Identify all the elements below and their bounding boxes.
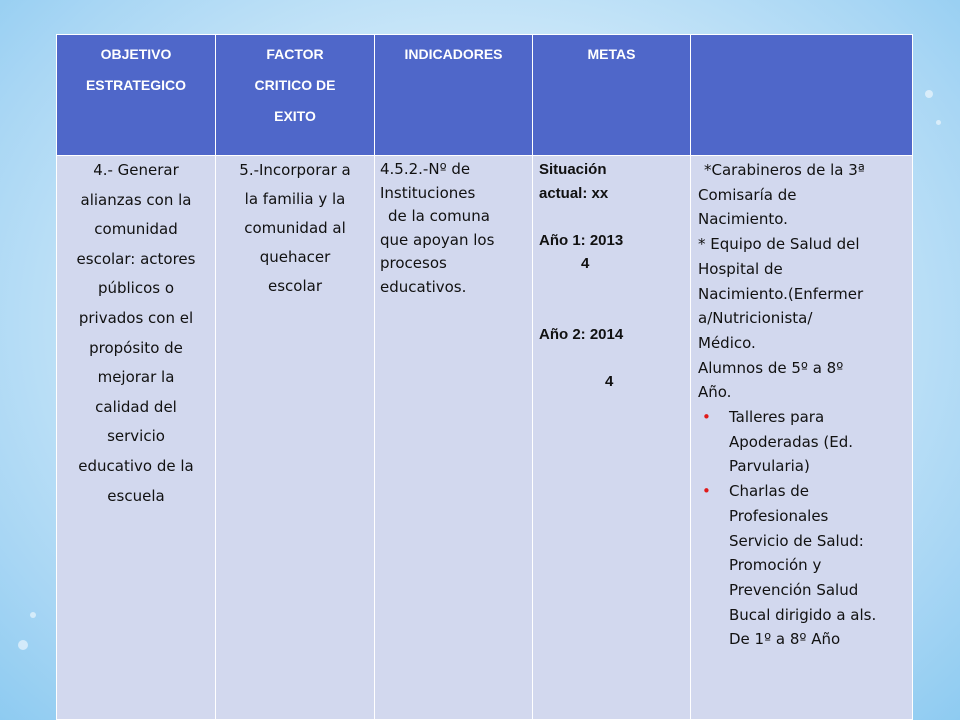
obs-line: Comisaría de bbox=[698, 185, 797, 204]
header-metas-label: METAS bbox=[587, 46, 636, 62]
list-item bbox=[698, 405, 906, 479]
header-blank bbox=[691, 35, 913, 156]
metas-anio1-value: 4 bbox=[581, 255, 590, 272]
obs-line: a/Nutricionista/ bbox=[698, 309, 813, 328]
header-factor-line: FACTOR bbox=[266, 46, 324, 62]
metas-situacion: Situación bbox=[539, 161, 607, 178]
objetivo-line: mejorar la bbox=[97, 368, 175, 387]
bullet-line: Apoderadas (Ed. bbox=[729, 432, 853, 451]
bullet-line: Talleres para bbox=[729, 408, 825, 427]
factor-line: comunidad al bbox=[244, 219, 346, 237]
indicador-line: que apoyan los bbox=[380, 230, 495, 249]
indicador-line: de la comuna bbox=[388, 207, 490, 225]
factor-line: quehacer bbox=[259, 248, 331, 266]
obs-line: Nacimiento. bbox=[698, 210, 788, 229]
list-item bbox=[698, 479, 906, 652]
factor-line: escolar bbox=[268, 277, 322, 295]
bullet-line: Charlas de bbox=[729, 482, 810, 501]
bullet-line: Profesionales bbox=[729, 506, 829, 525]
header-factor-line: CRITICO DE bbox=[254, 77, 336, 93]
header-objetivo-line: ESTRATEGICO bbox=[85, 77, 187, 93]
table-header-row bbox=[57, 35, 913, 156]
bullet-line: De 1º a 8º Año bbox=[729, 630, 841, 649]
cell-objetivo bbox=[57, 156, 216, 720]
header-factor-line: EXITO bbox=[274, 108, 316, 124]
obs-line: Nacimiento.(Enfermer bbox=[698, 284, 864, 303]
header-objetivo-line: OBJETIVO bbox=[100, 46, 172, 62]
obs-line: Año. bbox=[698, 383, 732, 402]
objetivo-line: comunidad bbox=[94, 220, 178, 239]
header-indicadores bbox=[375, 35, 533, 156]
objetivo-line: propósito de bbox=[89, 338, 183, 357]
decor-dot bbox=[30, 612, 36, 618]
factor-line: 5.-Incorporar a bbox=[239, 161, 351, 179]
cell-observaciones bbox=[691, 156, 913, 720]
header-objetivo bbox=[57, 35, 216, 156]
bullet-icon: • bbox=[702, 408, 711, 427]
obs-line: *Carabineros de la 3ª bbox=[704, 161, 865, 179]
bullet-line: Promoción y bbox=[729, 556, 822, 575]
obs-line: Alumnos de 5º a 8º bbox=[698, 358, 844, 377]
obs-line: * Equipo de Salud del bbox=[698, 235, 860, 254]
objetivo-line: públicos o bbox=[97, 279, 175, 298]
objetivo-line: calidad del bbox=[95, 397, 177, 416]
objetivo-line: alianzas con la bbox=[80, 190, 192, 209]
metas-anio2: Año 2: 2014 bbox=[539, 325, 624, 343]
objetivo-line: 4.- Generar bbox=[93, 161, 179, 179]
metas-situacion-value: actual: xx bbox=[539, 184, 609, 202]
header-factor bbox=[216, 35, 375, 156]
objetivo-line: escuela bbox=[107, 486, 165, 505]
metas-anio1: Año 1: 2013 bbox=[539, 231, 624, 249]
bullet-icon: • bbox=[702, 482, 711, 501]
header-indicadores-label: INDICADORES bbox=[404, 46, 503, 62]
indicador-line: procesos bbox=[380, 254, 447, 272]
objetivo-line: escolar: actores bbox=[76, 249, 196, 268]
bullet-line: Parvularia) bbox=[729, 457, 810, 476]
metas-anio2-value: 4 bbox=[605, 372, 614, 390]
obs-line: Médico. bbox=[698, 333, 756, 352]
indicador-line: Instituciones bbox=[380, 183, 476, 202]
table-row bbox=[57, 156, 913, 720]
cell-indicador bbox=[375, 156, 533, 720]
decor-dot bbox=[936, 120, 941, 125]
decor-dot bbox=[18, 640, 28, 650]
factor-line: la familia y la bbox=[244, 190, 346, 208]
cell-metas bbox=[533, 156, 691, 720]
decor-dot bbox=[925, 90, 933, 98]
bullet-line: Prevención Salud bbox=[729, 580, 859, 599]
objetivo-line: servicio bbox=[107, 427, 165, 446]
cell-factor bbox=[216, 156, 375, 720]
strategic-table bbox=[56, 34, 913, 720]
header-metas bbox=[533, 35, 691, 156]
objetivo-line: privados con el bbox=[78, 308, 194, 327]
objetivo-line: educativo de la bbox=[78, 456, 194, 475]
indicador-line: educativos. bbox=[380, 277, 467, 296]
obs-line: Hospital de bbox=[698, 259, 783, 278]
obs-bullet-list bbox=[698, 405, 906, 652]
bullet-line: Bucal dirigido a als. bbox=[729, 605, 877, 624]
indicador-line: 4.5.2.-Nº de bbox=[380, 160, 471, 178]
bullet-line: Servicio de Salud: bbox=[729, 531, 864, 550]
